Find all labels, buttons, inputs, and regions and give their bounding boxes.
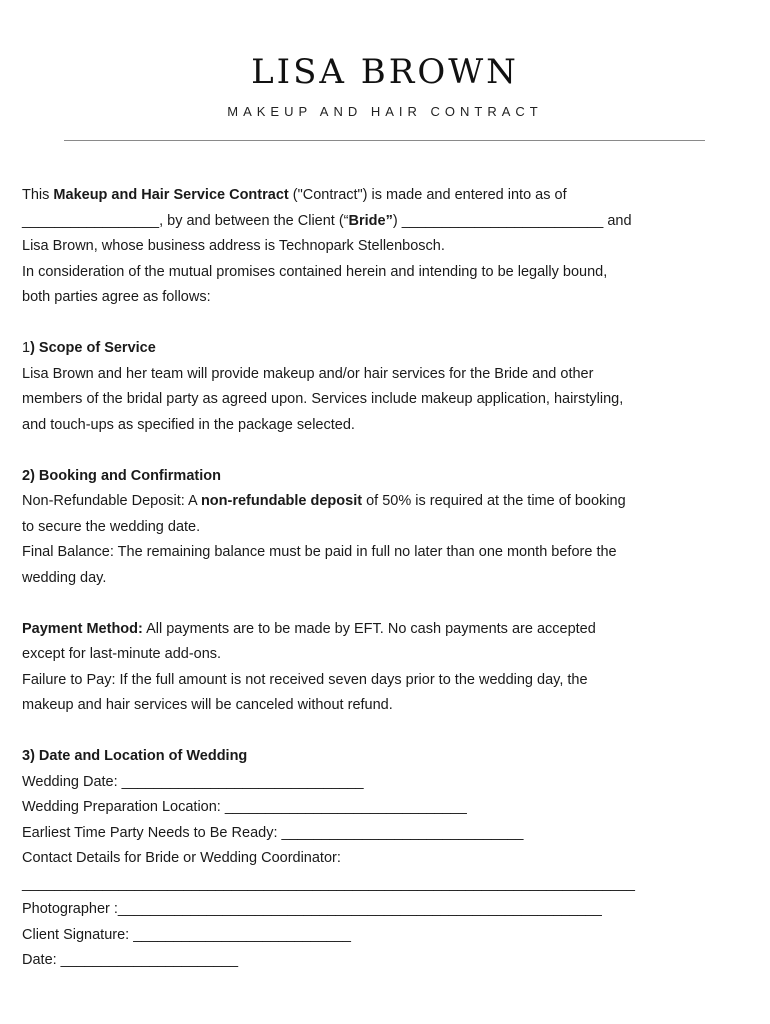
spacer (22, 311, 757, 337)
intro-line-1 (22, 183, 757, 209)
spacer (22, 591, 757, 617)
header-divider (64, 140, 705, 141)
booking-line-1 (22, 489, 757, 515)
contract-body (22, 183, 757, 974)
booking-line-3: Final Balance: The remaining balance must be paid in full no later than one month before the (22, 544, 617, 560)
client-signature-field[interactable]: Client Signature: ___________________________ (22, 926, 351, 943)
payment-line-4: makeup and hair services will be canceled without refund. (22, 697, 393, 713)
payment-text: All payments are to be made by EFT. No cash payments are accepted (142, 620, 596, 637)
payment-line-1 (22, 617, 757, 643)
date-blank: _________________, by and between the Client (“ (22, 212, 349, 229)
contact-details-field[interactable]: ____________________________________________________________________________ (22, 875, 635, 892)
payment-method-label: Payment Method: (22, 620, 143, 637)
document-subtitle: MAKEUP AND HAIR CONTRACT (227, 104, 543, 119)
section-heading: 3) Date and Location of Wedding (22, 748, 248, 764)
ready-time-field[interactable]: Earliest Time Party Needs to Be Ready: ______________________________ (22, 824, 524, 841)
scope-line-3: and touch-ups as specified in the package selected. (22, 416, 355, 433)
document-title: LISA BROWN (251, 52, 519, 92)
intro-line-2 (22, 209, 757, 235)
spacer (22, 438, 757, 464)
booking-text: of 50% is required at the time of booking (362, 493, 626, 509)
intro-line-5: both parties agree as follows: (22, 289, 211, 305)
payment-line-3: Failure to Pay: If the full amount is not received seven days prior to the wedding day, the (22, 671, 588, 688)
booking-text: Non-Refundable Deposit: A (22, 493, 201, 509)
wedding-heading (22, 744, 757, 770)
section-heading: ) Scope of Service (30, 340, 156, 356)
intro-text: This (22, 187, 54, 203)
wedding-date-field[interactable]: Wedding Date: ______________________________ (22, 773, 364, 790)
signature-date-field[interactable]: Date: ______________________ (22, 952, 239, 968)
booking-line-2: to secure the wedding date. (22, 518, 201, 535)
contract-name-bold: Makeup and Hair Service Contract (53, 187, 289, 203)
bride-name-blank: ) _________________________ and (392, 212, 632, 229)
section-heading: 2) Booking and Confirmation (22, 467, 221, 484)
booking-line-4: wedding day. (22, 569, 107, 586)
scope-heading (22, 336, 757, 362)
section-number: 1 (22, 340, 31, 356)
intro-line-3: Lisa Brown, whose business address is Technopark Stellenbosch. (22, 238, 445, 254)
intro-line-4: In consideration of the mutual promises contained herein and intending to be legally bound, (22, 263, 608, 280)
payment-line-2: except for last-minute add-ons. (22, 646, 222, 662)
prep-location-field[interactable]: Wedding Preparation Location: ______________________________ (22, 799, 467, 815)
intro-text: ("Contract") is made and entered into as of (288, 187, 567, 203)
spacer (22, 719, 757, 745)
scope-line-2: members of the bridal party as agreed upon. Services include makeup application, hairstyling, (22, 391, 624, 407)
deposit-bold: non-refundable deposit (200, 493, 363, 509)
contact-details-label: Contact Details for Bride or Wedding Coordinator: (22, 850, 341, 866)
bride-bold: Bride” (348, 212, 393, 229)
photographer-field[interactable]: Photographer :____________________________________________________________ (22, 901, 602, 917)
scope-line-1: Lisa Brown and her team will provide makeup and/or hair services for the Bride and other (22, 365, 594, 382)
booking-heading (22, 464, 757, 490)
